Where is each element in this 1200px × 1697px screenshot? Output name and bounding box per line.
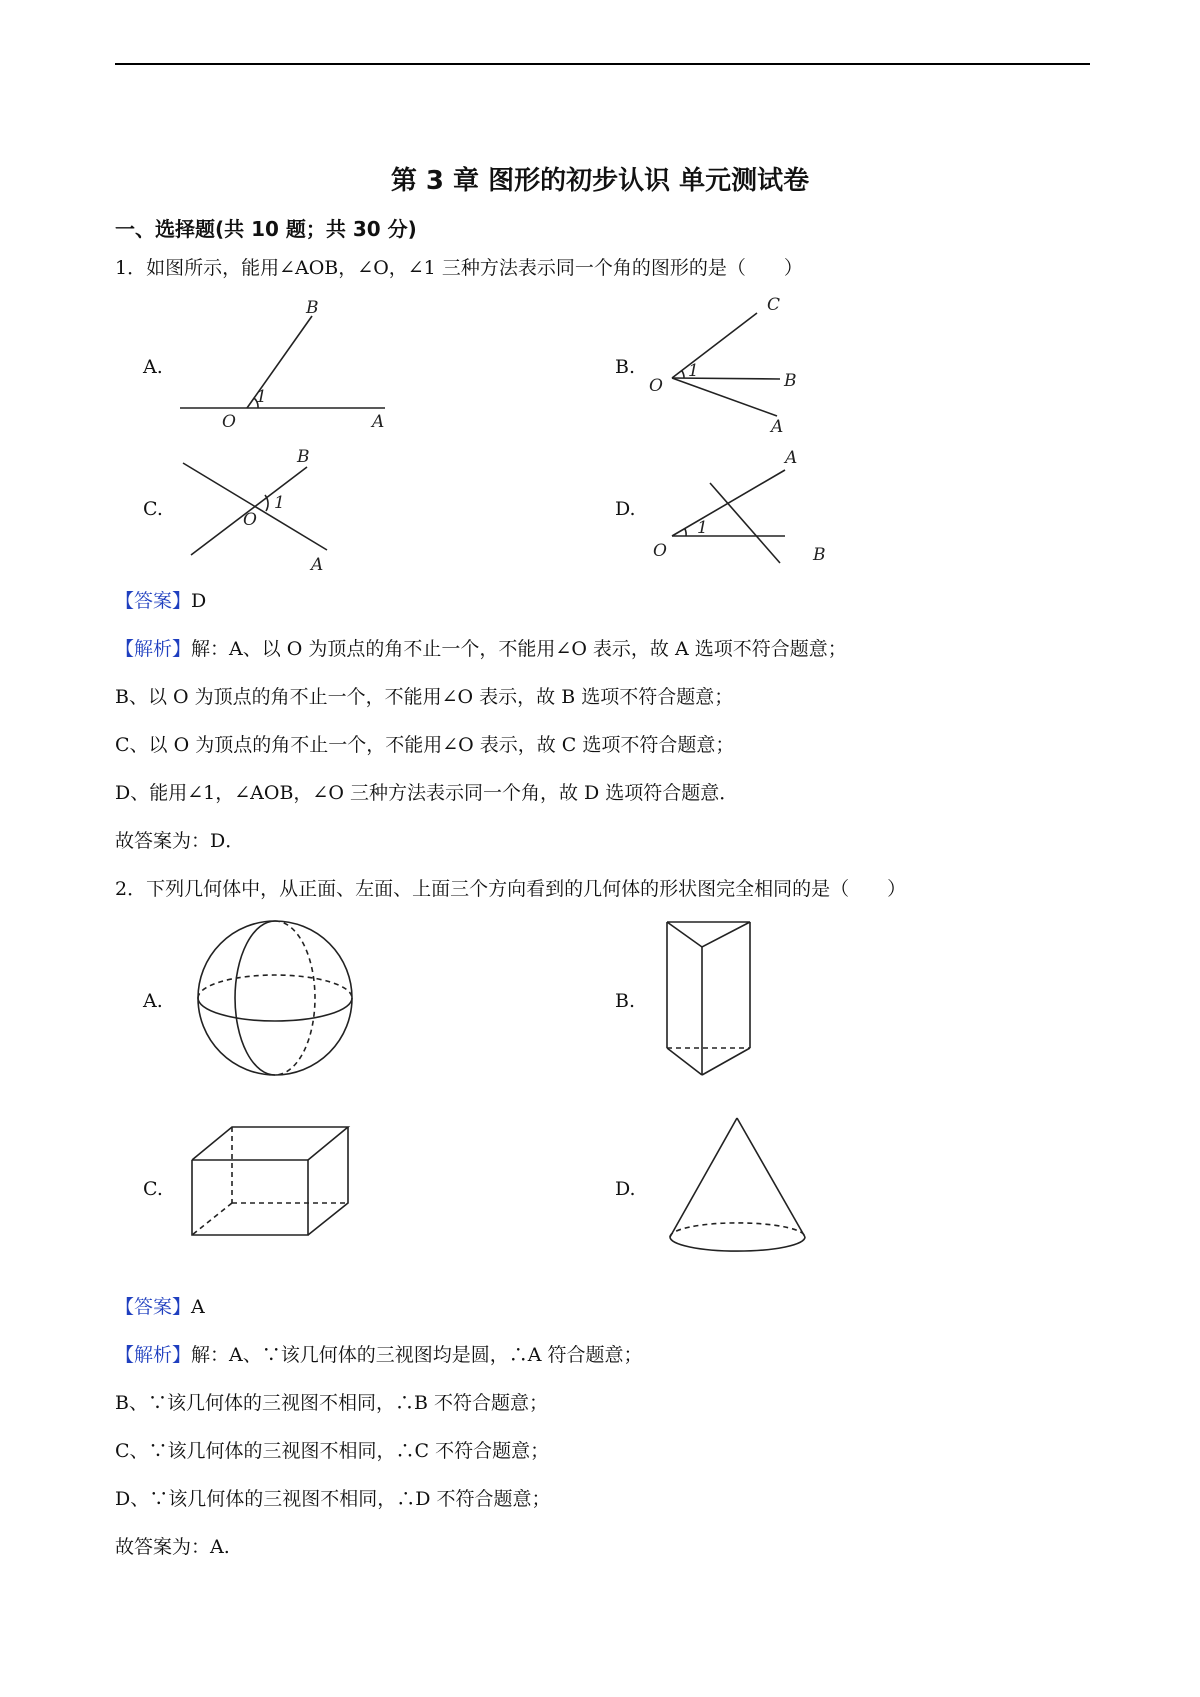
q1-figure-d bbox=[645, 445, 835, 575]
q1c-label-a: A bbox=[311, 555, 324, 575]
q1c-label-o: O bbox=[243, 510, 257, 530]
q1-analysis-line-4: D、能用∠1，∠AOB，∠O 三种方法表示同一个角，故 D 选项符合题意． bbox=[115, 782, 739, 804]
q2-figure-b-prism bbox=[665, 920, 765, 1085]
q1-answer-tag: 【答案】 bbox=[115, 590, 192, 612]
q2-analysis-line-5: 故答案为：A. bbox=[115, 1536, 230, 1558]
q1-analysis-line-1 bbox=[115, 634, 847, 661]
q2-stem: 2．下列几何体中，从正面、左面、上面三个方向看到的几何体的形状图完全相同的是（ ） bbox=[115, 878, 907, 900]
q1-figure-a bbox=[170, 298, 400, 433]
q1-option-d-label: D. bbox=[615, 498, 636, 520]
q1d-label-b: B bbox=[813, 545, 826, 565]
q2-analysis-line-3: C、∵该几何体的三视图不相同，∴C 不符合题意； bbox=[115, 1440, 550, 1462]
q1c-label-b: B bbox=[297, 447, 310, 467]
q2-option-d-label: D. bbox=[615, 1178, 636, 1200]
q1b-label-b: B bbox=[784, 371, 797, 391]
q1a-label-b: B bbox=[306, 298, 319, 318]
q1-analysis-text-1: 解：A、以 O 为顶点的角不止一个，不能用∠O 表示，故 A 选项不符合题意； bbox=[191, 638, 847, 660]
q1-option-a-label: A. bbox=[143, 356, 163, 378]
q1-analysis-tag: 【解析】 bbox=[115, 638, 192, 660]
q2-answer bbox=[115, 1292, 205, 1319]
q2-option-b-label: B. bbox=[615, 990, 636, 1012]
q2-figure-c-cuboid bbox=[190, 1125, 360, 1240]
q2-analysis-line-4: D、∵该几何体的三视图不相同，∴D 不符合题意； bbox=[115, 1488, 551, 1510]
q1-option-c-label: C. bbox=[143, 498, 163, 520]
q1-answer-value: D bbox=[191, 590, 207, 612]
q1-analysis-line-2: B、以 O 为顶点的角不止一个，不能用∠O 表示，故 B 选项不符合题意； bbox=[115, 686, 734, 708]
q1b-label-o: O bbox=[649, 376, 663, 396]
q1-analysis-line-5: 故答案为：D． bbox=[115, 830, 245, 852]
q1a-label-o: O bbox=[222, 412, 236, 432]
header-rule bbox=[115, 63, 1090, 65]
q1-figure-b bbox=[645, 293, 805, 437]
q1d-label-a: A bbox=[785, 448, 798, 468]
section-heading: 一、选择题(共 10 题；共 30 分) bbox=[115, 217, 417, 241]
q2-answer-tag: 【答案】 bbox=[115, 1296, 192, 1318]
q2-option-a-label: A. bbox=[143, 990, 163, 1012]
q1-figure-c bbox=[175, 445, 350, 575]
q2-option-c-label: C. bbox=[143, 1178, 163, 1200]
q2-figure-d-cone bbox=[665, 1115, 815, 1255]
q1-answer bbox=[115, 586, 206, 613]
q2-analysis-tag: 【解析】 bbox=[115, 1344, 192, 1366]
q1a-label-a: A bbox=[372, 412, 385, 432]
q2-figure-a-sphere bbox=[195, 920, 365, 1080]
q2-analysis-text-1: 解：A、∵该几何体的三视图均是圆，∴A 符合题意； bbox=[191, 1344, 643, 1366]
q1b-label-c: C bbox=[767, 295, 781, 315]
q1d-label-1: 1 bbox=[697, 518, 708, 538]
q2-answer-value: A bbox=[191, 1296, 205, 1318]
q2-analysis-line-1 bbox=[115, 1340, 643, 1367]
q1-stem: 1．如图所示，能用∠AOB，∠O，∠1 三种方法表示同一个角的图形的是（ ） bbox=[115, 257, 803, 279]
q1b-label-1: 1 bbox=[688, 361, 699, 381]
q1d-label-o: O bbox=[653, 541, 667, 561]
q1a-label-1: 1 bbox=[256, 387, 267, 407]
q1c-label-1: 1 bbox=[274, 493, 285, 513]
q1-option-b-label: B. bbox=[615, 356, 636, 378]
page-title: 第 3 章 图形的初步认识 单元测试卷 bbox=[390, 166, 810, 196]
q1b-label-a: A bbox=[771, 417, 784, 437]
q1-analysis-line-3: C、以 O 为顶点的角不止一个，不能用∠O 表示，故 C 选项不符合题意； bbox=[115, 734, 735, 756]
q2-analysis-line-2: B、∵该几何体的三视图不相同，∴B 不符合题意； bbox=[115, 1392, 548, 1414]
